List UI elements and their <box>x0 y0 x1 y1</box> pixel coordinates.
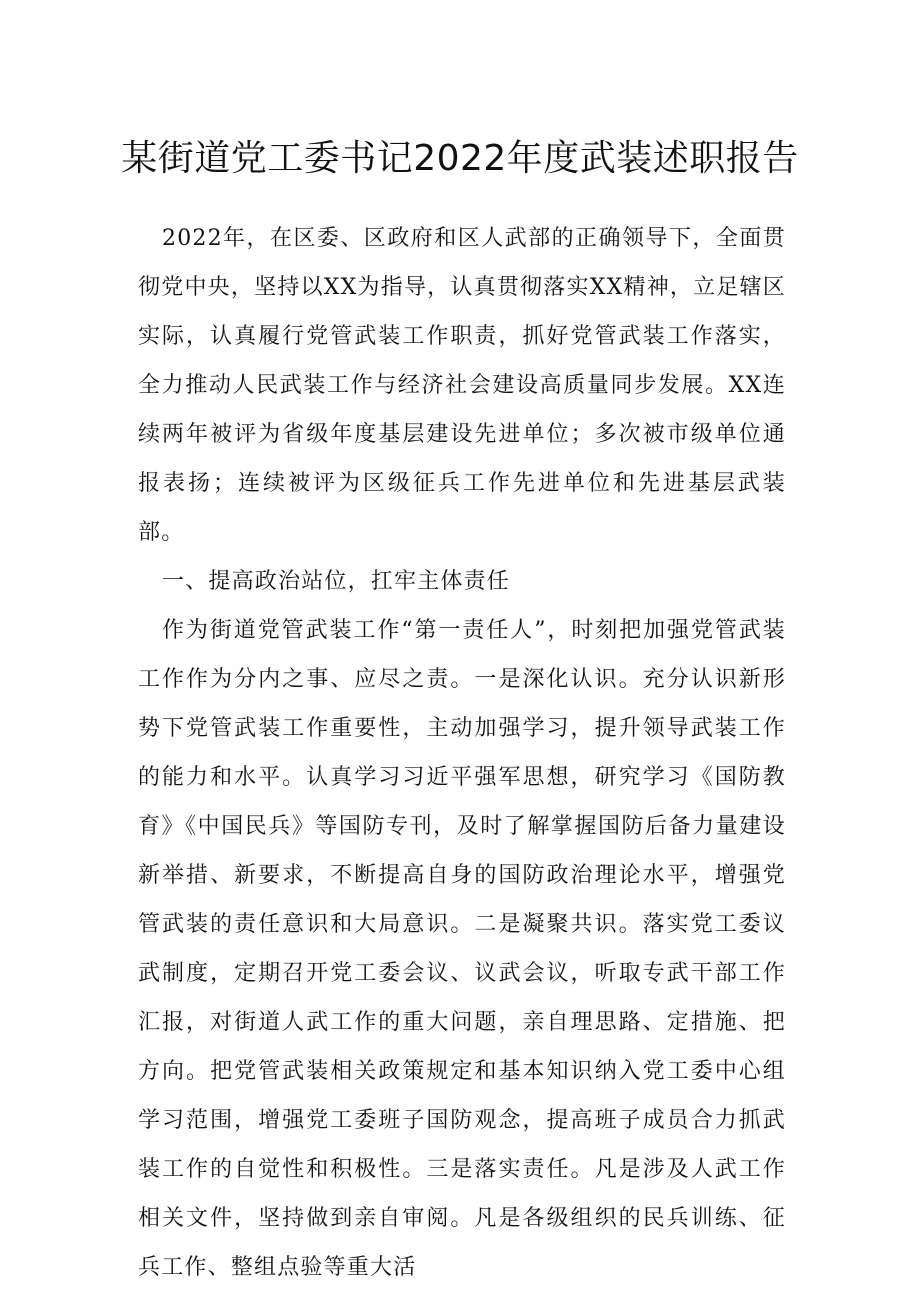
document-body <box>138 214 786 1292</box>
section-1-paragraph: 作为街道党管武装工作“第一责任人”，时刻把加强党管武装工作作为分内之事、应尽之责。一是深化认识。充分认识新形势下党管武装工作重要性，主动加强学习，提升领导武装工作的能力和水平。认真学习习近平强军思想，研究学习《国防教育》《中国民兵》等国防专刊，及时了解掌握国防后备力量建设新举措、新要求，不断提高自身的国防政治理论水平，增强党管武装的责任意识和大局意识。二是凝聚共识。落实党工委议武制度，定期召开党工委会议、议武会议，听取专武干部工作汇报，对街道人武工作的重大问题，亲自理思路、定措施、把方向。把党管武装相关政策规定和基本知识纳入党工委中心组学习范围，增强党工委班子国防观念，提高班子成员合力抓武装工作的自觉性和积极性。三是落实责任。凡是涉及人武工作相关文件，坚持做到亲自审阅。凡是各级组织的民兵训练、征兵工作、整组点验等重大活 <box>138 618 786 1280</box>
intro-paragraph: 2022年，在区委、区政府和区人武部的正确领导下，全面贯彻党中央，坚持以XX为指导，认真贯彻落实XX精神，立足辖区实际，认真履行党管武装工作职责，抓好党管武装工作落实，全力推动人民武装工作与经济社会建设高质量同步发展。XX连续两年被评为省级年度基层建设先进单位；多次被市级单位通报表扬；连续被评为区级征兵工作先进单位和先进基层武装部。 <box>138 226 786 545</box>
document-title: 某街道党工委书记2022年度武装述职报告 <box>121 138 799 179</box>
section-heading-1: 一、提高政治站位，扛牢主体责任 <box>162 569 511 594</box>
